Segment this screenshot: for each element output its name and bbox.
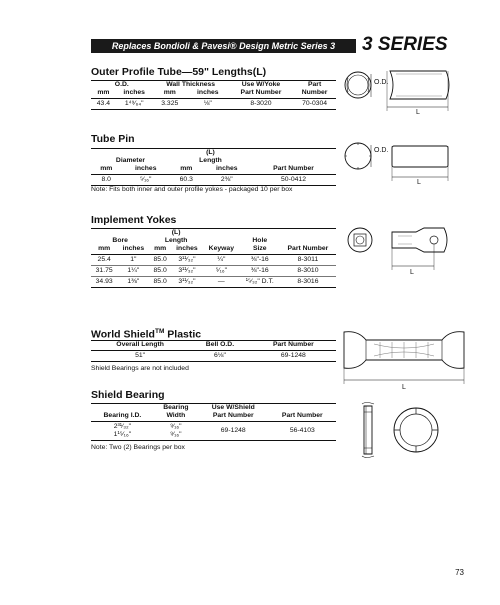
cell: 50-0412	[281, 176, 306, 183]
sub-inches: inches	[171, 245, 203, 255]
world-shield-title-suffix: Plastic	[164, 328, 202, 341]
tube-end-view	[345, 72, 371, 98]
cell: 85.0	[153, 278, 167, 285]
cell: —	[217, 278, 225, 285]
cell: 31.75	[91, 266, 117, 277]
outer-profile-title: Outer Profile Tube—59" Lengths(L)	[91, 66, 267, 78]
sub-mm: mm	[170, 165, 203, 175]
length-label: L	[402, 384, 406, 391]
cell: ¹⁵⁄₃₂" D.T.	[245, 278, 274, 285]
sub-inches: inches	[122, 165, 170, 175]
col-part-number: Part Number	[251, 341, 336, 351]
sub-part-number: Part Number	[280, 245, 336, 255]
cell: 3¹¹⁄₃₂"	[178, 278, 196, 285]
cell: 69-1248	[220, 427, 246, 434]
col-length: Length	[164, 237, 188, 244]
sub-part-number: Part Number	[251, 165, 336, 175]
sub-mm: mm	[91, 89, 116, 99]
cell: 8-3010	[280, 266, 336, 277]
cell: 1⅜"	[127, 278, 140, 285]
sub-inches: inches	[203, 165, 251, 175]
header-subtitle: Replaces Bondioli & Pavesi® Design Metric Series 3	[111, 41, 336, 51]
table-row	[91, 351, 336, 362]
sub-mm: mm	[91, 245, 117, 255]
length-label: L	[416, 109, 420, 116]
implement-yoke-drawing	[340, 220, 465, 275]
col-bell-od: Bell O.D.	[189, 341, 251, 351]
tube-inner-view	[348, 75, 368, 95]
tube-side-view	[390, 71, 449, 99]
col-overall-length: Overall Length	[91, 341, 189, 351]
col-l-marker: (L)	[171, 229, 181, 236]
implement-yokes-table	[91, 228, 336, 288]
pin-side-view	[392, 146, 448, 167]
shield-bearing-table	[91, 403, 336, 441]
cell: 3¹¹⁄₃₂"	[171, 255, 203, 266]
sub-inches: inches	[116, 89, 153, 99]
cell-width	[154, 422, 198, 441]
world-shield-title-text: World Shield	[91, 328, 155, 341]
sub-mm: mm	[91, 165, 122, 175]
cell: 85.0	[149, 266, 171, 277]
table-row	[91, 266, 336, 277]
bearing-front-view	[394, 408, 438, 452]
cell: ⁹⁄₁₆"	[170, 431, 182, 438]
cell: 43.4	[96, 100, 111, 107]
world-shield-table	[91, 340, 336, 362]
cell: ⁹⁄₁₆"	[170, 423, 182, 430]
sub-yoke-part-number: Part Number	[229, 89, 294, 99]
table-row	[91, 99, 336, 110]
cell: 8.0	[101, 176, 111, 183]
cell: 60.3	[179, 176, 193, 183]
cell: 56-4103	[289, 427, 315, 434]
cell: ⅛"	[203, 100, 212, 107]
cell: 25.4	[91, 255, 117, 266]
bearing-side-view	[364, 406, 372, 454]
col-length: Length	[199, 157, 222, 164]
sub-keyway: Keyway	[203, 245, 240, 255]
col-bearing: Bearing	[163, 404, 189, 411]
table-row	[91, 422, 336, 441]
cell: 1¹⁵⁄₁₆"	[113, 431, 132, 438]
sub-inches: inches	[117, 245, 149, 255]
length-label: L	[410, 269, 414, 276]
page-number: 73	[455, 568, 464, 577]
header-bar	[91, 39, 356, 53]
tube-pin-note: Note: Fits both inner and outer profile yokes - packaged 10 per box	[91, 186, 293, 193]
cell: 1⁴⁹⁄₆₄"	[124, 100, 144, 107]
world-shield-drawing	[340, 322, 470, 392]
pin-end-view	[345, 143, 371, 169]
cell: 3¹¹⁄₃₂"	[171, 266, 203, 277]
col-l-marker: (L)	[206, 149, 215, 156]
shield-bearing-drawing	[358, 400, 448, 460]
cell: 8-3020	[250, 100, 272, 107]
cell: ⁵⁄₁₆"	[203, 266, 240, 277]
series-title: 3 SERIES	[362, 34, 448, 55]
col-bearing-id: Bearing I.D.	[91, 412, 154, 422]
col-part: Part	[307, 81, 322, 88]
shield-bearing-note: Note: Two (2) Bearings per box	[91, 444, 185, 451]
world-shield-note: Shield Bearings are not included	[91, 365, 189, 372]
tube-pin-title: Tube Pin	[91, 133, 135, 145]
col-wall: Wall Thickness	[166, 81, 216, 88]
cell: ¼"	[203, 255, 240, 266]
cell: 3.325	[161, 100, 179, 107]
cell: 1"	[117, 255, 149, 266]
cell: 2⅜"	[220, 176, 233, 183]
tube-pin-drawing	[340, 132, 460, 187]
col-yoke: Use W/Yoke	[241, 81, 281, 88]
col-use-part-number: Part Number	[198, 412, 269, 422]
cell: ⅜"-16	[240, 255, 280, 266]
cell: 8-3016	[297, 278, 319, 285]
trademark-mark: TM	[154, 328, 165, 335]
cell: ⅜"-16	[240, 266, 280, 277]
yoke-end-view	[348, 228, 372, 252]
sub-inches: inches	[187, 89, 229, 99]
table-row	[91, 175, 336, 186]
cell: 51"	[135, 352, 146, 359]
length-label: L	[417, 179, 421, 186]
sub-mm: mm	[149, 245, 171, 255]
shield-bearing-title: Shield Bearing	[91, 389, 165, 401]
cell: 6⅛"	[214, 352, 226, 359]
cell-bearing-id	[91, 422, 154, 441]
cell: 2³¹⁄₃₂"	[113, 423, 132, 430]
od-label: O.D.	[374, 79, 389, 86]
implement-yokes-title: Implement Yokes	[91, 214, 177, 226]
cell: 70-0304	[302, 100, 328, 107]
col-hole: Hole	[252, 237, 268, 244]
cell: 85.0	[149, 255, 171, 266]
cell: ⁵⁄₁₆"	[140, 176, 152, 183]
cell: 69-1248	[280, 352, 306, 359]
col-od: O.D.	[114, 81, 129, 88]
table-row	[91, 277, 336, 288]
col-part-number: Part Number	[269, 412, 336, 422]
table-row	[91, 255, 336, 266]
cell: 34.93	[95, 278, 113, 285]
tube-pin-table	[91, 148, 336, 186]
od-label: O.D.	[374, 147, 389, 154]
outer-profile-table	[91, 80, 336, 110]
outer-tube-drawing	[340, 62, 460, 117]
yoke-side-view	[392, 228, 447, 252]
col-use-w-shield: Use W/Shield	[211, 404, 255, 411]
sub-number: Number	[293, 89, 336, 99]
sub-size: Size	[240, 245, 280, 255]
col-width: Width	[154, 412, 198, 422]
cell: 1¼"	[117, 266, 149, 277]
col-diameter: Diameter	[115, 157, 145, 164]
col-bore: Bore	[112, 237, 128, 244]
sub-mm: mm	[153, 89, 187, 99]
cell: 8-3011	[280, 255, 336, 266]
